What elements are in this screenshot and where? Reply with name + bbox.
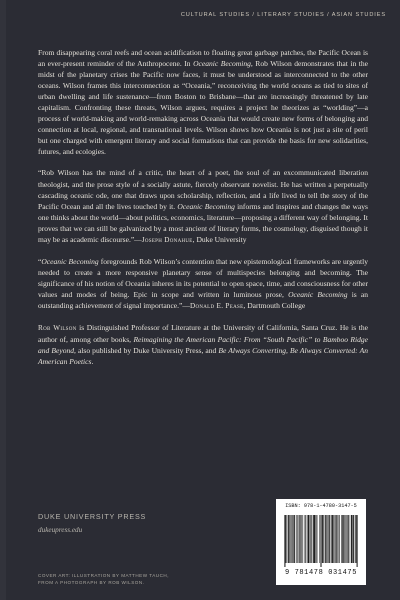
barcode-bar xyxy=(332,515,333,563)
barcode-bar xyxy=(357,515,358,567)
description-paragraph: From disappearing coral reefs and ocean acidification to floating great garbage patches, the Pacific Ocean is an ever-present reminder of the Anthropocene. In Oceanic Becoming, Rob Wilson demonstrates that in the midst of the planetary crises the Pacific now faces, it must be understood as interconnected to the other oceans. Wilson frames this interconnection as “Oceania,” reconceiving the world oceans as tied to sites of urban dwelling and life sustenance—from Boston to Brisbane—that are increasingly threatened by late capitalism. Confronting these threats, Wilson argues, requires a project he theorizes as “worlding”—a process of world-making and world-remaking across Oceania that would create new forms of belonging and connection at local, regional, and transnational levels. Wilson shows how Oceania is not just a site of peril but one charged with emergent literary and social formations that can provide the basis for new solidarities, futures, and ecologies. xyxy=(38,48,368,157)
barcode-bar xyxy=(323,515,324,563)
blurb-author-name: Joseph Donahue xyxy=(141,235,193,244)
author-name: Rob Wilson xyxy=(38,324,77,333)
barcode-bar xyxy=(332,515,333,563)
book-title: Oceanic Becoming xyxy=(41,256,99,266)
barcode-bar xyxy=(309,515,310,563)
barcode-bar xyxy=(319,515,320,563)
barcode-bar xyxy=(320,515,321,567)
barcode-bar xyxy=(292,515,293,563)
barcode-bar xyxy=(306,515,307,563)
barcode-bar xyxy=(327,515,328,563)
barcode-bar xyxy=(314,515,315,563)
barcode-bar xyxy=(285,515,286,567)
back-cover-copy xyxy=(38,47,368,377)
barcode-bar xyxy=(355,515,356,563)
barcode-bar xyxy=(302,515,303,563)
book-title: Be Always Converting, Be Always Converted: An American Poetics xyxy=(38,346,368,367)
barcode-bar xyxy=(322,515,323,563)
barcode-bar xyxy=(339,515,340,563)
barcode-bar xyxy=(352,515,353,563)
barcode-bar xyxy=(335,515,336,563)
barcode-bar xyxy=(333,515,334,563)
barcode-bar xyxy=(286,515,287,563)
barcode-bar xyxy=(311,515,312,563)
barcode-bar xyxy=(346,515,347,563)
barcode-bar xyxy=(326,515,327,563)
barcode-bar xyxy=(314,515,315,563)
barcode-bar xyxy=(289,515,290,563)
barcode-bars xyxy=(284,515,358,567)
barcode-bar xyxy=(350,515,351,563)
barcode-bar xyxy=(298,515,299,563)
barcode-bar xyxy=(312,515,313,563)
barcode-bar xyxy=(308,515,309,563)
barcode-bar xyxy=(344,515,345,563)
barcode-bar xyxy=(329,515,330,563)
barcode-bar xyxy=(352,515,353,563)
barcode-bar xyxy=(345,515,346,563)
barcode-bar xyxy=(294,515,295,563)
barcode-bar xyxy=(297,515,298,563)
barcode-bar xyxy=(294,515,295,563)
barcode-bar xyxy=(353,515,354,563)
barcode-bar xyxy=(353,515,354,563)
barcode-bar xyxy=(305,515,306,563)
barcode-bar xyxy=(322,515,323,563)
author-bio: Rob Wilson is Distinguished Professor of Literature at the University of California, Santa Cruz. He is the author of, among other books, Reimagining the American Pacific: From “South Pacific” to Bamboo Ridge and Beyond, also published by Duke University Press, and Be Always Converting, Be Always Converted: An American Poetics. xyxy=(38,323,369,367)
barcode-bar xyxy=(301,515,302,563)
barcode-bar xyxy=(300,515,301,563)
book-title: Oceanic Becoming xyxy=(193,59,251,69)
barcode-bar xyxy=(309,515,310,563)
barcode-bar xyxy=(325,515,326,563)
barcode-bar xyxy=(310,515,311,563)
barcode-bar xyxy=(344,515,345,563)
cover-credit-line: COVER ART: ILLUSTRATION BY MATTHEW TAUCH, xyxy=(38,573,170,578)
barcode-bar xyxy=(340,515,341,563)
barcode-bar xyxy=(355,515,356,563)
barcode-digits: 9 781478 031475 xyxy=(284,569,357,577)
publisher-url[interactable]: dukeupress.edu xyxy=(38,526,83,534)
barcode-bar xyxy=(315,515,316,563)
barcode-bar xyxy=(329,515,330,563)
barcode-bar xyxy=(284,515,285,567)
barcode-bar xyxy=(317,515,318,563)
barcode-bar xyxy=(288,515,289,563)
blurb-pease: “Oceanic Becoming foregrounds Rob Wilson’s contention that new epistemological frameworks are urgently needed to create a more responsive planetary sense of multispecies belonging and becoming. The significance of his notion of Oceania inheres in its potential to open space, time, and consciousness for other values and modes of being. Epic in scope and written in luminous prose, Oceanic Becoming is an outstanding achievement of signal importance.”—Donald E. Pease, Dartmouth College xyxy=(38,256,368,310)
barcode-bar xyxy=(313,515,314,563)
barcode-bar xyxy=(293,515,294,563)
barcode-bar xyxy=(327,515,328,563)
book-title: Oceanic Becoming xyxy=(177,201,235,211)
barcode-bar xyxy=(351,515,352,563)
subject-categories: CULTURAL STUDIES / LITERARY STUDIES / ASIAN STUDIES xyxy=(180,12,386,18)
barcode-bar xyxy=(336,515,337,563)
barcode-bar xyxy=(299,515,300,563)
barcode-bar xyxy=(301,515,302,563)
isbn-barcode xyxy=(276,499,366,585)
barcode-bar xyxy=(321,515,322,567)
blurb-author-name: Donald E. Pease xyxy=(189,301,244,310)
barcode-bar xyxy=(341,515,342,563)
barcode-bar xyxy=(342,515,343,563)
barcode-bar xyxy=(291,515,292,563)
book-title: Reimagining the American Pacific: From “South Pacific” to Bamboo Ridge and Beyond xyxy=(38,335,369,356)
barcode-bar xyxy=(336,515,337,563)
barcode-bar xyxy=(334,515,335,563)
barcode-bar xyxy=(290,515,291,563)
publisher-name: DUKE UNIVERSITY PRESS xyxy=(38,512,147,521)
barcode-bar xyxy=(296,515,297,563)
barcode-bar xyxy=(307,515,308,563)
barcode-bar xyxy=(356,515,357,563)
barcode-bar xyxy=(342,515,343,563)
barcode-bar xyxy=(337,515,338,563)
barcode-bar xyxy=(316,515,317,563)
barcode-bar xyxy=(347,515,348,563)
barcode-bar xyxy=(333,515,334,563)
barcode-bar xyxy=(324,515,325,563)
barcode-bar xyxy=(288,515,289,563)
barcode-bar xyxy=(328,515,329,563)
barcode-bar xyxy=(343,515,344,563)
cover-credit xyxy=(38,572,169,586)
cover-credit-line: FROM A PHOTOGRAPH BY ROB WILSON. xyxy=(38,580,145,585)
barcode-bar xyxy=(304,515,305,563)
barcode-bar xyxy=(348,515,349,563)
book-title: Oceanic Becoming xyxy=(288,289,348,299)
barcode-bar xyxy=(295,515,296,563)
barcode-bar xyxy=(315,515,316,563)
barcode-bar xyxy=(285,515,286,563)
barcode-bar xyxy=(348,515,349,563)
isbn-number: ISBN: 978-1-4780-3147-5 xyxy=(285,503,357,509)
barcode-bar xyxy=(290,515,291,563)
barcode-bar xyxy=(331,515,332,563)
blurb-donahue: “Rob Wilson has the mind of a critic, the heart of a poet, the soul of an excommunicated liberation theologist, and the prose style of a socially astute, fiercely observant novelist. He has written a perpetually cascading oceanic ode, one that draws upon scholarship, reflection, and a life lived to tell the story of the Pacific Ocean and all the lives touched by it. Oceanic Becoming informs and inspires and changes the ways one thinks about the world—about politics, economics, literature—proposing a different way of belonging. It proves that we can still be galvanized by a most ancient of literary forms, the cosmology, disguised though it may be as academic discourse.”—Joseph Donahue, Duke University xyxy=(38,168,368,244)
spine-edge xyxy=(0,0,6,600)
